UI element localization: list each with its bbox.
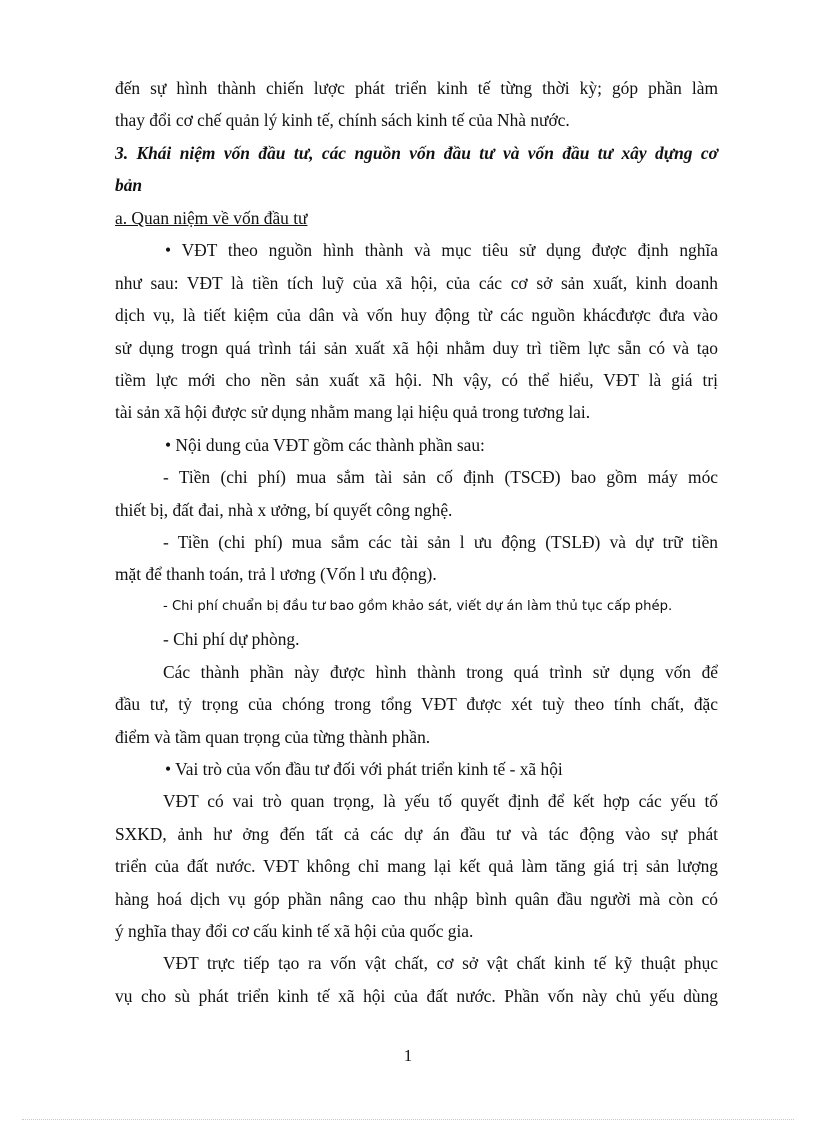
section-heading: 3. Khái niệm vốn đầu tư, các nguồn vốn đầu tư và vốn đầu tư xây dựng cơ xyxy=(115,143,718,163)
list-item: - Tiền (chi phí) mua sắm tài sản cố định (TSCĐ) bao gồm máy móc xyxy=(163,467,718,487)
body-text-line: SXKD, ảnh hư ởng đến tất cả các dự án đầu tư và tác động vào sự phát xyxy=(115,824,718,844)
body-text-line: đầu tư, tỷ trọng của chóng trong tổng VĐT được xét tuỳ theo tính chất, đặc xyxy=(115,694,718,714)
body-paragraph: VĐT trực tiếp tạo ra vốn vật chất, cơ sở vật chất kinh tế kỹ thuật phục xyxy=(163,953,718,973)
list-item: - Chi phí chuẩn bị đầu tư bao gồm khảo sát, viết dự án làm thủ tục cấp phép. xyxy=(163,599,673,614)
subsection-heading: a. Quan niệm về vốn đầu tư xyxy=(115,208,308,228)
bullet-paragraph: • Nội dung của VĐT gồm các thành phần sau: xyxy=(165,435,485,455)
body-text-line: dịch vụ, là tiết kiệm của dân và vốn huy động từ các nguồn khácđược đưa vào xyxy=(115,305,718,325)
body-paragraph: Các thành phần này được hình thành trong quá trình sử dụng vốn để xyxy=(163,662,718,682)
body-text-line: vụ cho sù phát triển kinh tế xã hội của đất nước. Phần vốn này chủ yếu dùng xyxy=(115,986,718,1006)
body-text-line: đến sự hình thành chiến lược phát triển kinh tế từng thời kỳ; góp phần làm xyxy=(115,78,718,98)
body-text-line: ý nghĩa thay đổi cơ cấu kinh tế xã hội của quốc gia. xyxy=(115,921,474,941)
body-text-line: sử dụng trogn quá trình tái sản xuất xã hội nhằm duy trì tiềm lực sẵn có và tạo xyxy=(115,338,718,358)
page-bottom-divider xyxy=(22,1119,794,1120)
body-text-line: như sau: VĐT là tiền tích luỹ của xã hội, của các cơ sở sản xuất, kinh doanh xyxy=(115,273,718,293)
body-text-line: tiềm lực mới cho nền sản xuất xã hội. Nh vậy, có thể hiểu, VĐT là giá trị xyxy=(115,370,718,390)
body-text-line: thay đổi cơ chế quản lý kinh tế, chính sách kinh tế của Nhà nước. xyxy=(115,110,570,130)
body-text-line: mặt để thanh toán, trả l ương (Vốn l ưu động). xyxy=(115,564,437,584)
body-text-line: tài sản xã hội được sử dụng nhằm mang lại hiệu quả trong tương lai. xyxy=(115,402,591,422)
body-text-line: hàng hoá dịch vụ góp phần nâng cao thu nhập bình quân đầu người mà còn có xyxy=(115,889,718,909)
body-text-line: thiết bị, đất đai, nhà x ưởng, bí quyết công nghệ. xyxy=(115,500,453,520)
list-item: - Chi phí dự phòng. xyxy=(163,629,300,649)
bullet-paragraph: • Vai trò của vốn đầu tư đối với phát triển kinh tế - xã hội xyxy=(165,759,563,779)
bullet-paragraph: • VĐT theo nguồn hình thành và mục tiêu sử dụng được định nghĩa xyxy=(165,240,718,260)
section-heading-continued: bản xyxy=(115,175,143,195)
body-paragraph: VĐT có vai trò quan trọng, là yếu tố quyết định để kết hợp các yếu tố xyxy=(163,791,718,811)
body-text-line: triển của đất nước. VĐT không chỉ mang lại kết quả làm tăng giá trị sản lượng xyxy=(115,856,718,876)
list-item: - Tiền (chi phí) mua sắm các tài sản l ưu động (TSLĐ) và dự trữ tiền xyxy=(163,532,718,552)
body-text-line: điểm và tầm quan trọng của từng thành phần. xyxy=(115,727,431,747)
page-number: 1 xyxy=(403,1046,413,1065)
